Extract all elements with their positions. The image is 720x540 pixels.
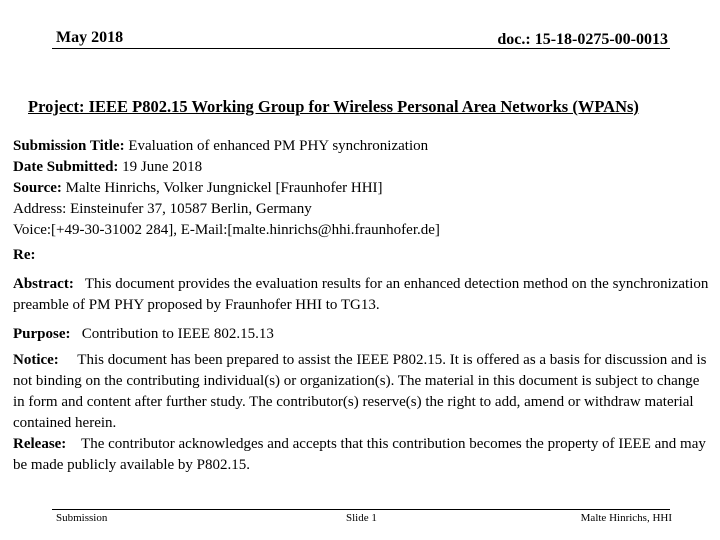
purpose-value: Contribution to IEEE 802.15.13 [81,326,274,342]
abstract-label: Abstract: [13,276,74,292]
header-doc-id: doc.: 15-18-0275-00-0013 [497,31,668,48]
footer-slide-number: Slide 1 [346,512,377,524]
project-title: Project: IEEE P802.15 Working Group for Wireless Personal Area Networks (WPANs) [28,97,639,116]
source-line [13,178,713,199]
header-rule [52,48,670,49]
notice-value: This document has been prepared to assist the IEEE P802.15. It is offered as a basis for discussion and is not binding on the contributing individual(s) or organization(s). The material in this document is subject to change in form and content after further study. The contributor(s) reserve(s) the right to add, amend or withdraw material contained herein. [13,352,707,431]
source-value: Malte Hinrichs, Volker Jungnickel [Fraunhofer HHI] [65,180,383,196]
purpose-paragraph [13,324,713,345]
re-line [13,245,713,266]
release-paragraph [13,434,713,476]
body-block [13,136,713,476]
submission-title-label: Submission Title: [13,138,125,154]
date-submitted-label: Date Submitted: [13,159,119,175]
submission-title-value: Evaluation of enhanced PM PHY synchronization [128,138,429,154]
date-submitted-line [13,157,713,178]
header-date: May 2018 [56,29,124,46]
re-label: Re: [13,247,36,263]
date-submitted-value: 19 June 2018 [122,159,203,175]
notice-paragraph [13,350,713,434]
voice-line: Voice:[+49-30-31002 284], E-Mail:[malte.hinrichs@hhi.fraunhofer.de] [13,222,440,238]
submission-title-line [13,136,713,157]
footer-rule [52,509,670,510]
abstract-paragraph [13,274,713,316]
release-label: Release: [13,436,67,452]
release-value: The contributor acknowledges and accepts that this contribution becomes the property of IEEE and may be made publicly available by P802.15. [13,436,706,473]
footer-submission: Submission [56,512,108,524]
footer-author: Malte Hinrichs, HHI [580,512,672,524]
abstract-value: This document provides the evaluation results for an enhanced detection method on the synchronization preamble of PM PHY proposed by Fraunhofer HHI to TG13. [13,276,709,313]
purpose-label: Purpose: [13,326,71,342]
notice-label: Notice: [13,352,59,368]
source-label: Source: [13,180,62,196]
address-line: Address: Einsteinufer 37, 10587 Berlin, Germany [13,201,312,217]
